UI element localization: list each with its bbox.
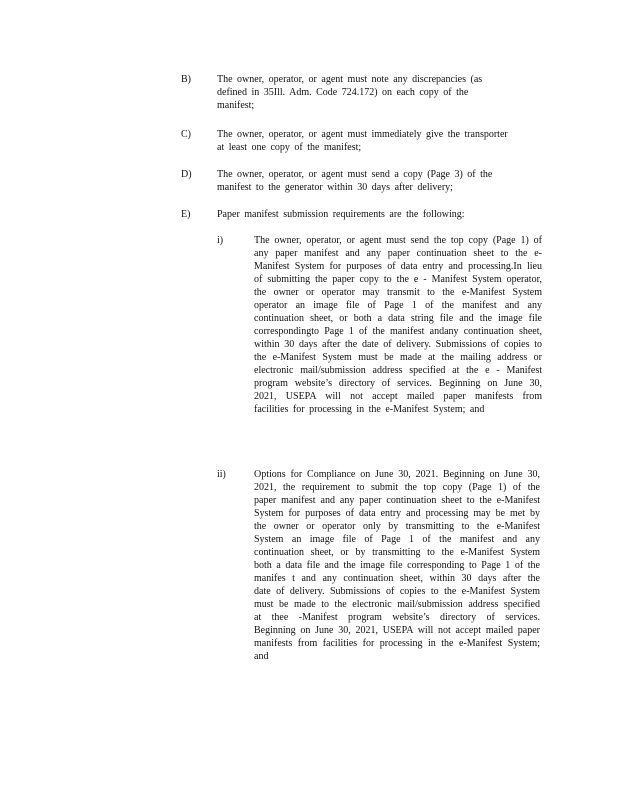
list-item-text: Paper manifest submission requirements are the following: [217, 209, 465, 220]
sub-list-marker: ii) [217, 469, 226, 480]
list-item-text: The owner, operator, or agent must note any discrepancies (as defined in 35Ill. Adm. Code 724.172) on each copy of the manifest; [217, 74, 483, 111]
list-marker: D) [181, 169, 192, 180]
list-marker: B) [181, 74, 191, 85]
list-item-text: The owner, operator, or agent must send a copy (Page 3) of the manifest to the generator within 30 days after delivery; [217, 169, 493, 193]
sub-item-text: Options for Compliance on June 30, 2021. Beginning on June 30, 2021, the requirement to submit the top copy (Page 1) of the paper manifest and any paper continuation sheet to the e-Manifest System for purposes of data entry and processing may be met by the owner or operator only by transmitting to the e-Manifest System an image file of Page 1 of the manifest and any continuation sheet, or by transmitting to the e-Manifest System both a data file and the image file corresponding to Page 1 of the manifes t and any continuation sheet, within 30 days after the date of delivery. Submissions of copies to the e-Manifest System must be made to the electronic mail/submission address specified at thee -Manifest program website’s directory of services. Beginning on June 30, 2021, USEPA will not accept mailed paper manifests from facilities for processing in the e-Manifest System; and [254, 469, 540, 662]
sub-list-marker: i) [217, 235, 224, 246]
sub-item-text: The owner, operator, or agent must send the top copy (Page 1) of any paper manifest and any paper continuation sheet to the e-Manifest System for purposes of data entry and processing.In lieu of submitting the paper copy to the e - Manifest System operator, the owner or operator may transmit to the e-Manifest System operator an image file of Page 1 of the manifest and any continuation sheet, or both a data string file and the image file correspondingto Page 1 of the manifest andany continuation sheet, within 30 days after the date of delivery. Submissions of copies to the e-Manifest System must be made at the mailing address or electronic mail/submission address specified at the e - Manifest program website’s directory of services. Beginning on June 30, 2021, USEPA will not accept mailed paper manifests from facilities for processing in the e-Manifest System; and [254, 235, 542, 415]
list-marker: E) [181, 209, 191, 220]
list-item-text: The owner, operator, or agent must immediately give the transporter at least one copy of the manifest; [217, 129, 508, 153]
list-marker: C) [181, 129, 191, 140]
